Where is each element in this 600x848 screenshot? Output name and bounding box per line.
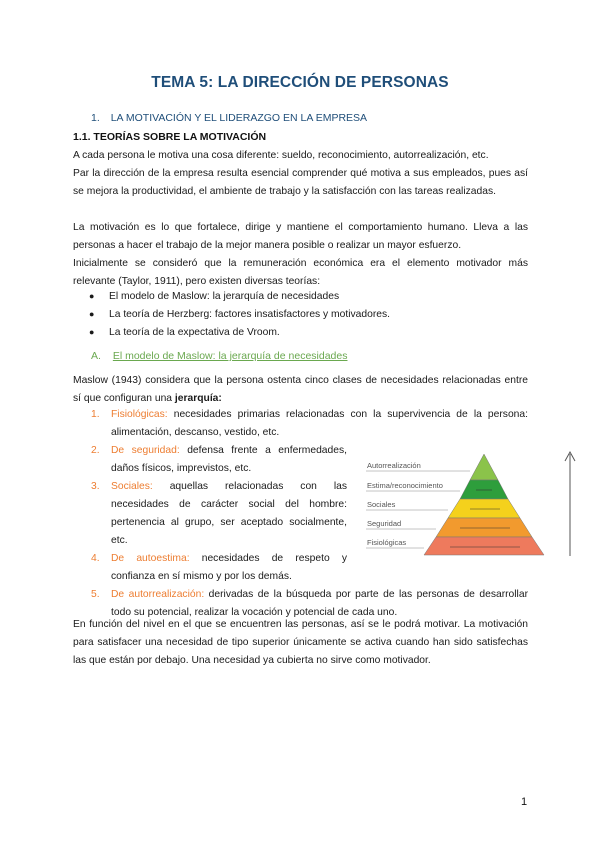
section-heading-1 <box>91 112 367 124</box>
list-item: ● La teoría de Herzberg: factores insatisfactores y motivadores. <box>89 305 390 323</box>
list-item: 4. De autoestima: necesidades de respeto y confianza en sí mismo y por los demás. <box>91 553 347 582</box>
pyramid-level-5 <box>424 537 544 555</box>
paragraph-3: La motivación es lo que fortalece, dirige y mantiene el comportamiento humano. Lleva a las personas a hacer el trabajo de la mejor manera posible o realizar un mayor esfuerzo. <box>73 222 528 251</box>
maslow-intro: Maslow (1943) considera que la persona ostenta cinco clases de necesidades relacionadas entre sí que configuran una jerarquía: <box>73 375 528 404</box>
page-number: 1 <box>521 796 528 808</box>
list-item: 2. De seguridad: defensa frente a enfermedades, daños físicos, imprevistos, etc. <box>91 445 347 474</box>
section-label: LA MOTIVACIÓN Y EL LIDERAZGO EN LA EMPRESA <box>110 112 368 124</box>
page-title: TEMA 5: LA DIRECCIÓN DE PERSONAS <box>151 74 449 91</box>
closing-paragraph: En función del nivel en el que se encuentren las personas, así se le podrá motivar. La motivación para satisfacer una necesidad de tipo superior únicamente se activa cuando han sido satisfechas las que están por debajo. Una necesidad ya cubierta no sirve como motivador. <box>73 619 528 666</box>
subsection-link[interactable]: El modelo de Maslow: la jerarquía de necesidades <box>112 350 348 362</box>
bullet-icon: ● <box>89 291 95 301</box>
pyramid-label-seguridad: Seguridad <box>367 519 402 528</box>
paragraph-1: A cada persona le motiva una cosa diferente: sueldo, reconocimiento, autorrealización, etc. <box>73 150 489 161</box>
list-item: 5. De autorrealización: derivadas de la búsqueda por parte de las personas de desarrollar todo su potencial, realizar la vocación y potencial de cada uno. <box>91 589 529 618</box>
list-item: ● El modelo de Maslow: la jerarquía de necesidades <box>89 287 390 305</box>
pyramid-label-fisiologicas: Fisiológicas <box>367 538 407 547</box>
bullet-icon: ● <box>89 309 95 319</box>
pyramid-level-3 <box>448 499 520 518</box>
pyramid-level-1 <box>470 454 498 480</box>
pyramid-label-sociales: Sociales <box>367 500 396 509</box>
pyramid-level-2 <box>460 480 508 499</box>
theories-list <box>89 287 390 341</box>
pyramid-label-estima: Estima/reconocimiento <box>367 481 443 490</box>
paragraph-2: Par la dirección de la empresa resulta esencial comprender qué motiva a sus empleados, pues así se mejora la productividad, el ambiente de trabajo y la satisfacción con las tareas realizadas. <box>73 168 528 197</box>
section-number: 1. <box>91 112 100 124</box>
list-item: 1. Fisiológicas: necesidades primarias relacionadas con la supervivencia de la persona: alimentación, descanso, vestido, etc. <box>91 409 528 438</box>
maslow-pyramid <box>364 448 584 560</box>
list-item: ● La teoría de la expectativa de Vroom. <box>89 323 390 341</box>
pyramid-label-autorrealizacion: Autorrealización <box>367 461 421 470</box>
subsection-a-heading <box>91 350 347 362</box>
bullet-icon: ● <box>89 327 95 337</box>
subsection-letter: A. <box>91 350 101 362</box>
paragraph-4: Inicialmente se consideró que la remuneración económica era el elemento motivador más relevante (Taylor, 1911), pero existen diversas teorías: <box>73 258 528 287</box>
list-item: 3. Sociales: aquellas relacionadas con las necesidades de carácter social del hombre: pertenencia al grupo, ser aceptado socialmente, etc. <box>91 481 347 546</box>
subheading-1-1: 1.1. TEORÍAS SOBRE LA MOTIVACIÓN <box>73 131 267 143</box>
pyramid-level-4 <box>436 518 532 537</box>
